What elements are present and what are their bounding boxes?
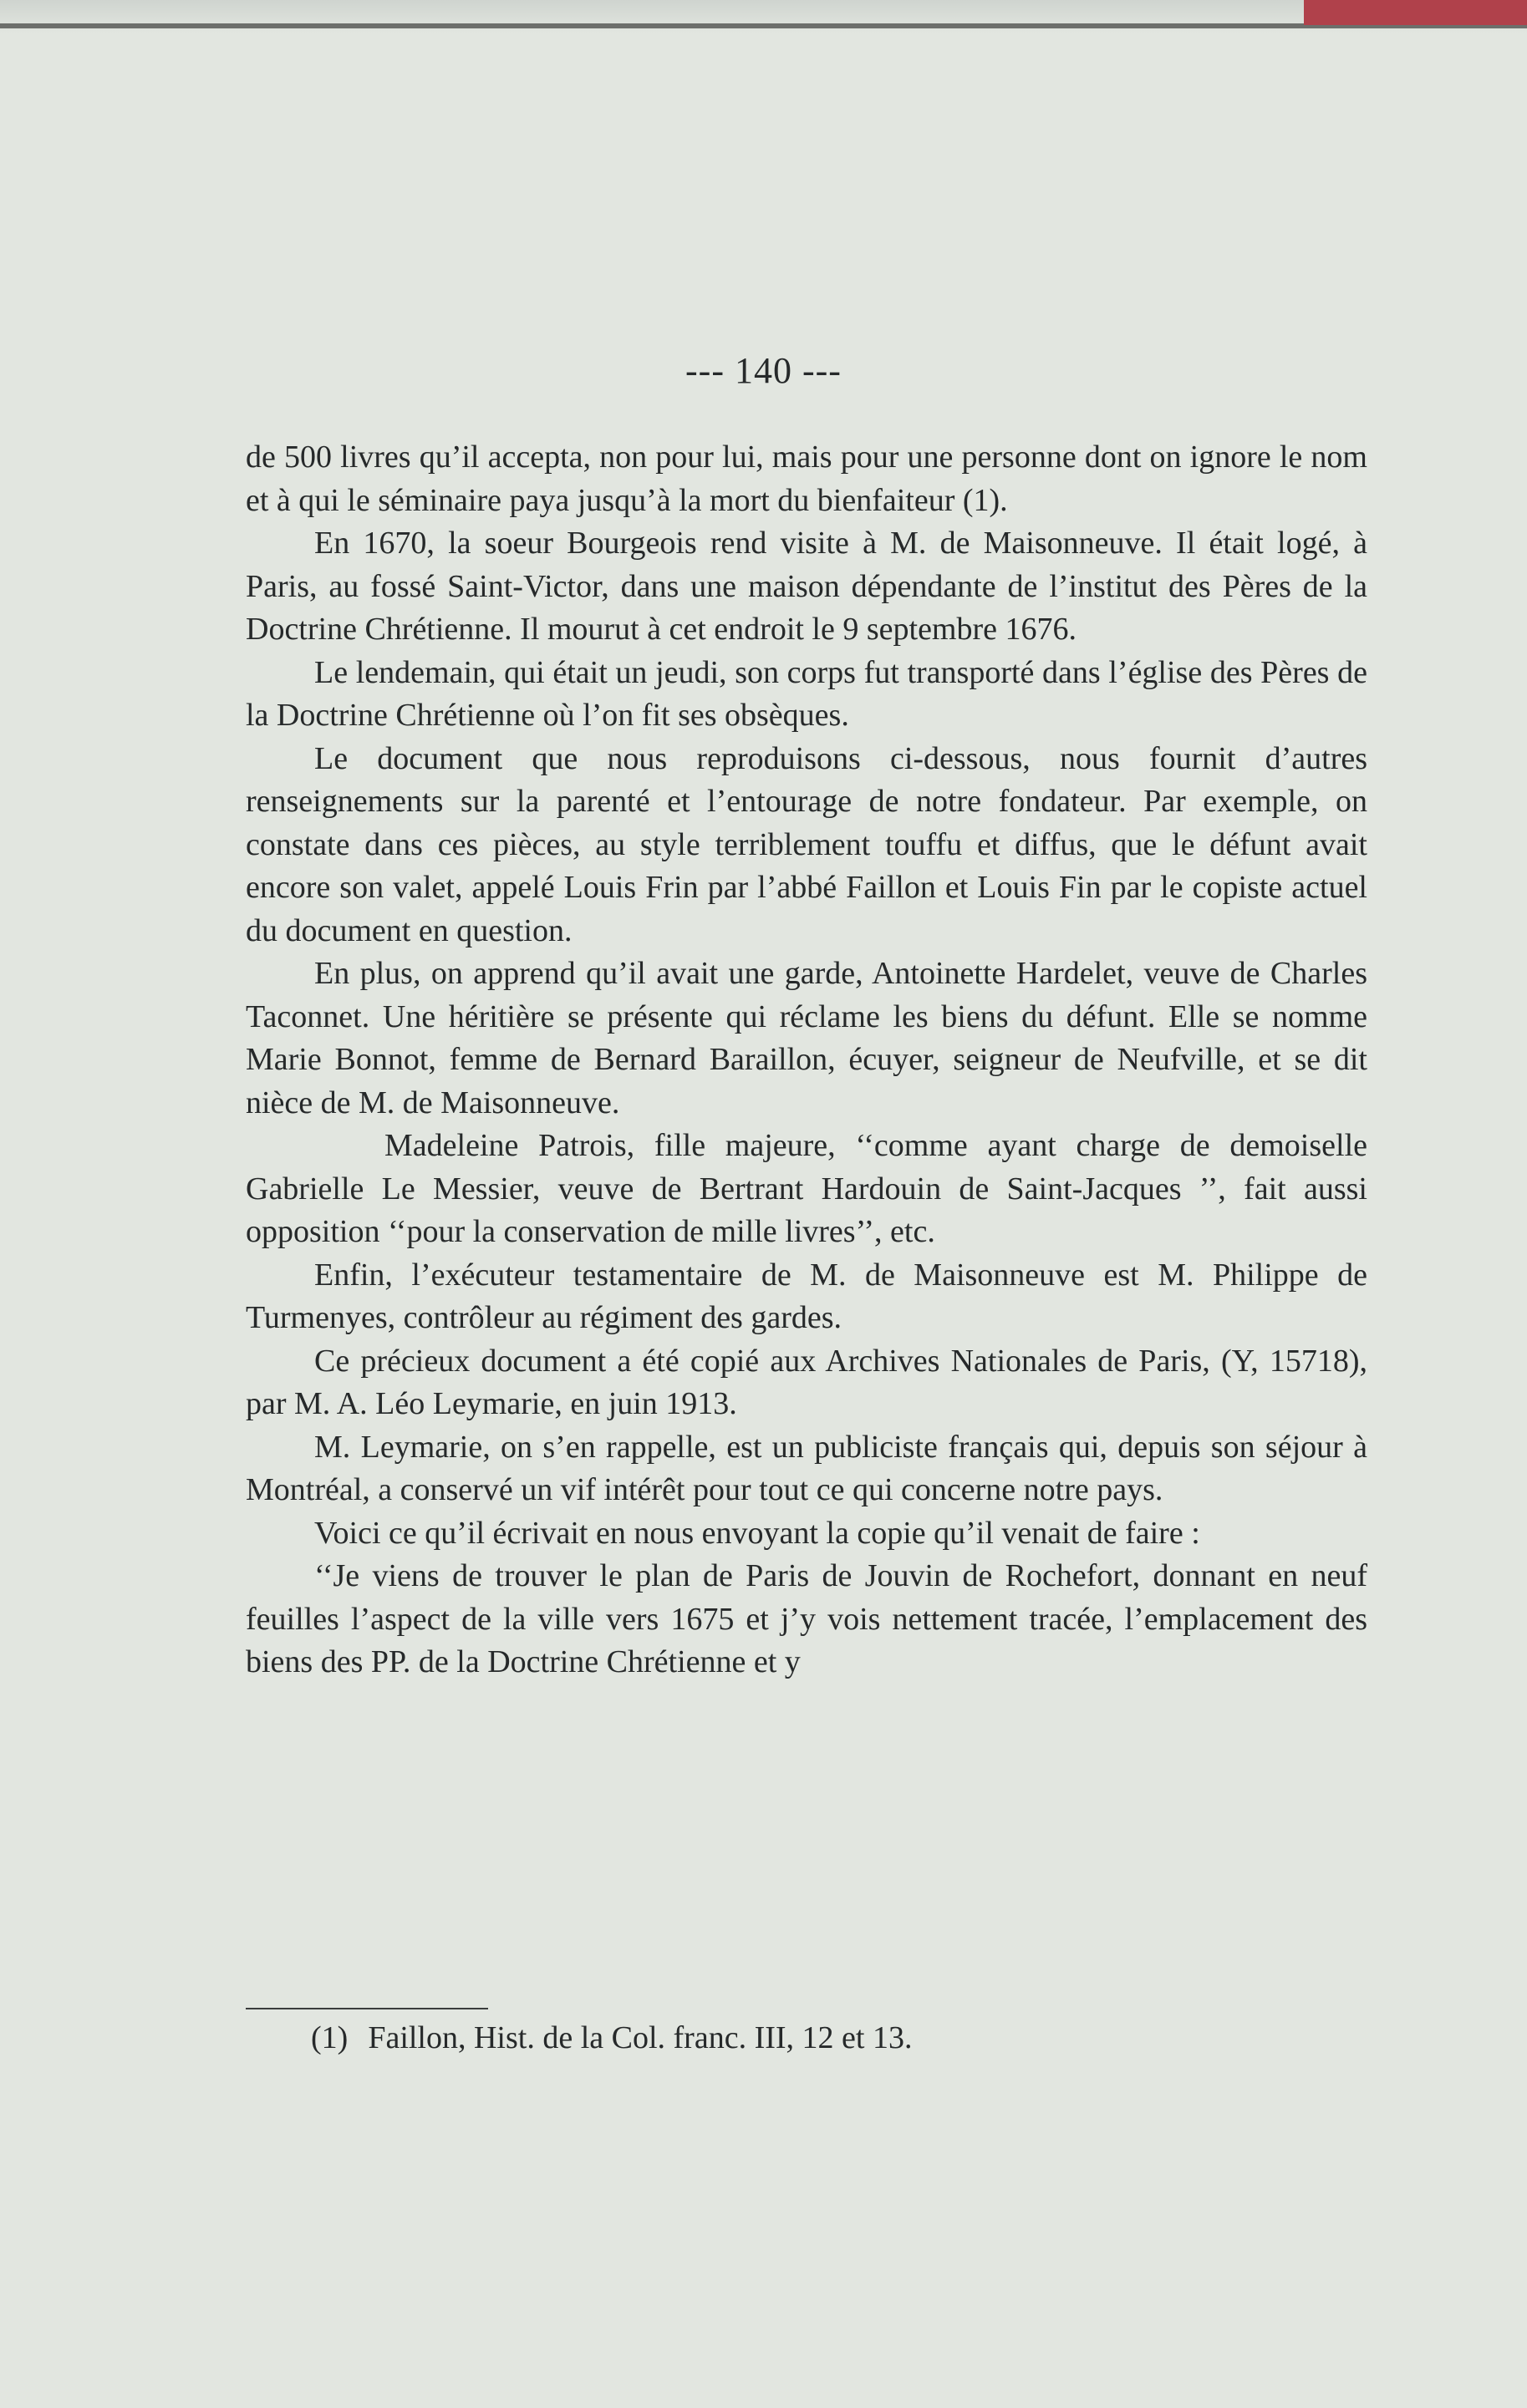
page-number: --- 140 --- [685,350,842,391]
body-text [246,436,1367,1684]
paragraph-5: En plus, on apprend qu’il avait une garde, Antoinette Hardelet, veuve de Charles Taconnet. Une héritière se présente qui réclame les biens du défunt. Elle se nomme Marie Bonnot, femme de Bernard Baraillon, écuyer, seigneur de Neufville, et se dit nièce de M. de Maisonneuve. [246,956,1367,1120]
paragraph-7: Enfin, l’exécuteur testamentaire de M. de Maisonneuve est M. Philippe de Turmenyes, contrôleur au régiment des gardes. [246,1257,1367,1335]
book-edge [0,23,1527,28]
paragraph-11: ‘‘Je viens de trouver le plan de Paris de Jouvin de Rochefort, donnant en neuf feuilles l’aspect de la ville vers 1675 et j’y vois nettement tracée, l’emplacement des biens des PP. de la Doctrine Chrétienne et y [246,1558,1367,1679]
paragraph-2: En 1670, la soeur Bourgeois rend visite à M. de Maisonneuve. Il était logé, à Paris, au fossé Saint-Victor, dans une maison dépendante de l’institut des Pères de la Doctrine Chrétienne. Il mourut à cet endroit le 9 septembre 1676. [246,526,1367,647]
binding-edge [1304,0,1527,25]
paragraph-3: Le lendemain, qui était un jeudi, son corps fut transporté dans l’église des Pères de la Doctrine Chrétienne où l’on fit ses obsèques. [246,654,1367,733]
paragraph-8: Ce précieux document a été copié aux Archives Nationales de Paris, (Y, 15718), par M. A. Léo Leymarie, en juin 1913. [246,1343,1367,1421]
paragraph-10: Voici ce qu’il écrivait en nous envoyant la copie qu’il venait de faire : [314,1515,1200,1551]
page-top-shadow [0,0,1527,33]
footnote [311,2017,912,2060]
footnote-divider [246,2008,488,2009]
paragraph-6: Madeleine Patrois, fille majeure, ‘‘comme ayant charge de demoiselle Gabrielle Le Messier, veuve de Bertrant Hardouin de Saint-Jacques ’’, fait aussi opposition ‘‘pour la conservation de mille livres’’, etc. [246,1128,1367,1249]
footnote-mark: (1) [311,2020,349,2055]
paragraph-9: M. Leymarie, on s’en rappelle, est un publiciste français qui, depuis son séjour à Montréal, a conservé un vif intérêt pour tout ce qui concerne notre pays. [246,1429,1367,1507]
paragraph-4: Le document que nous reproduisons ci-dessous, nous fournit d’autres renseignements sur la parenté et l’entourage de notre fondateur. Par exemple, on constate dans ces pièces, au style terriblement touffu et diffus, que le défunt avait encore son valet, appelé Louis Frin par l’abbé Faillon et Louis Fin par le copiste actuel du document en question. [246,740,1367,948]
paragraph-1: de 500 livres qu’il accepta, non pour lui, mais pour une personne dont on ignore le nom et à qui le séminaire paya jusqu’à la mort du bienfaiteur (1). [246,439,1367,518]
footnote-text: Faillon, Hist. de la Col. franc. III, 12 et 13. [368,2020,913,2055]
